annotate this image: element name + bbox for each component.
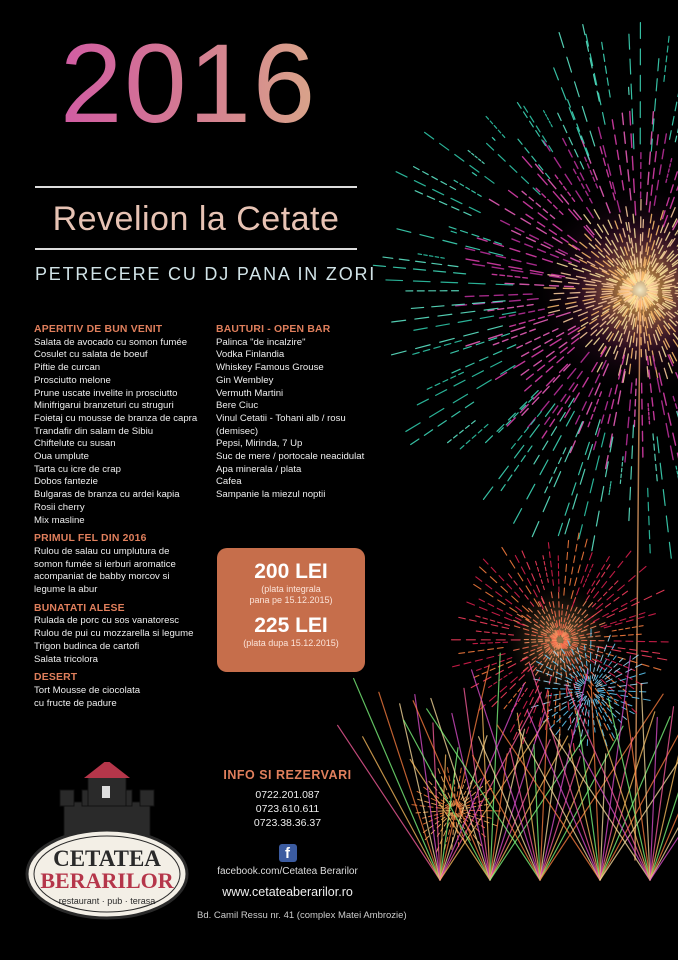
menu-item: Suc de mere / portocale neacidulat	[216, 451, 365, 463]
menu-item: Gin Wembley	[216, 374, 274, 386]
menu-item: somon fumée si ierburi aromatice	[34, 558, 176, 570]
menu-item: (demisec)	[216, 425, 259, 437]
menu-item: Foietaj cu mousse de branza de capra	[34, 412, 198, 424]
section-heading: BUNATATI ALESE	[34, 602, 125, 614]
menu-item: cu fructe de padure	[34, 697, 117, 709]
phone-number[interactable]: 0722.201.087	[255, 789, 320, 801]
contact-block	[205, 768, 370, 899]
menu-item: Apa minerala / plata	[216, 463, 302, 475]
menu-item: Prune uscate invelite in prosciutto	[34, 387, 178, 399]
menu-item: legume la abur	[34, 584, 98, 596]
menu-item: Pepsi, Mirinda, 7 Up	[216, 438, 303, 450]
menu-item: Sampanie la miezul noptii	[216, 489, 326, 501]
price-late-note: (plata dupa 15.12.2015)	[243, 638, 339, 648]
facebook-icon[interactable]: f	[279, 844, 297, 862]
section-heading: APERITIV DE BUN VENIT	[34, 324, 163, 335]
address: Bd. Camil Ressu nr. 41 (complex Matei Ambrozie)	[197, 910, 407, 921]
logo-tagline: restaurant · pub · terasa	[58, 896, 156, 906]
menu-item: Cosulet cu salata de boeuf	[34, 349, 148, 361]
firework-burst-large	[373, 23, 678, 860]
menu-item: Rulou de salau cu umplutura de	[34, 545, 170, 557]
price-late: 225 LEI	[254, 614, 328, 637]
title-divider-top	[35, 186, 357, 188]
section-heading: PRIMUL FEL DIN 2016	[34, 533, 147, 545]
menu-item: Rulou de pui cu mozzarella si legume	[34, 628, 194, 640]
event-subtitle: PETRECERE CU DJ PANA IN ZORI	[35, 264, 377, 284]
website-link[interactable]: www.cetateaberarilor.ro	[222, 885, 353, 899]
price-box	[217, 548, 365, 672]
menu-item: Minifrigarui branzeturi cu struguri	[34, 400, 174, 412]
menu-item: Rulada de porc cu sos vanatoresc	[34, 615, 180, 627]
phone-number[interactable]: 0723.610.611	[255, 803, 320, 815]
section-heading: BAUTURI - OPEN BAR	[216, 324, 331, 335]
menu-item: Tarta cu icre de crap	[34, 463, 121, 475]
menu-item: Vinul Cetatii - Tohani alb / rosu	[216, 412, 346, 424]
facebook-link[interactable]: facebook.com/Cetatea Berarilor	[217, 866, 358, 877]
menu-drinks-column	[216, 324, 396, 502]
price-early-note-2: pana pe 15.12.2015)	[249, 595, 333, 605]
logo-name-line1: CETATEA	[53, 846, 161, 871]
menu-left-column	[34, 324, 214, 710]
menu-item: Salata tricolora	[34, 653, 98, 665]
menu-item: Oua umplute	[34, 451, 89, 463]
menu-item: Whiskey Famous Grouse	[216, 362, 324, 374]
cetatea-berarilor-logo	[22, 762, 192, 922]
price-early: 200 LEI	[254, 560, 328, 583]
firework-fountains	[338, 653, 678, 880]
menu-item: Dobos fantezie	[34, 476, 98, 488]
menu-item: Bulgaras de branza cu ardei kapia	[34, 489, 180, 501]
section-heading: DESERT	[34, 672, 78, 684]
menu-item: Rosii cherry	[34, 501, 85, 513]
event-title: Revelion la Cetate	[52, 200, 340, 238]
menu-item: Trandafir din salam de Sibiu	[34, 425, 154, 437]
menu-item: Prosciutto melone	[34, 374, 111, 386]
menu-item: Salata de avocado cu somon fumée	[34, 336, 188, 348]
menu-item: Vodka Finlandia	[216, 349, 285, 361]
menu-item: Palinca "de incalzire"	[216, 336, 306, 348]
menu-item: acompaniat de babby morcov si	[34, 571, 170, 583]
menu-item: Cafea	[216, 476, 242, 488]
contact-heading: INFO SI REZERVARI	[223, 768, 352, 782]
menu-item: Tort Mousse de ciocolata	[34, 684, 141, 696]
phone-number[interactable]: 0723.38.36.37	[253, 817, 322, 829]
menu-item: Trigon budinca de cartofi	[34, 640, 140, 652]
menu-item: Chiftelute cu susan	[34, 438, 116, 450]
menu-item: Piftie de curcan	[34, 362, 101, 374]
menu-item: Bere Ciuc	[216, 400, 259, 412]
menu-item: Vermuth Martini	[216, 387, 284, 399]
menu-item: Mix masline	[34, 514, 85, 526]
title-divider-bottom	[35, 248, 357, 250]
logo-name-line2: BERARILOR	[40, 868, 174, 893]
price-early-note-1: (plata integrala	[261, 584, 321, 594]
year-title: 2016	[60, 21, 318, 146]
